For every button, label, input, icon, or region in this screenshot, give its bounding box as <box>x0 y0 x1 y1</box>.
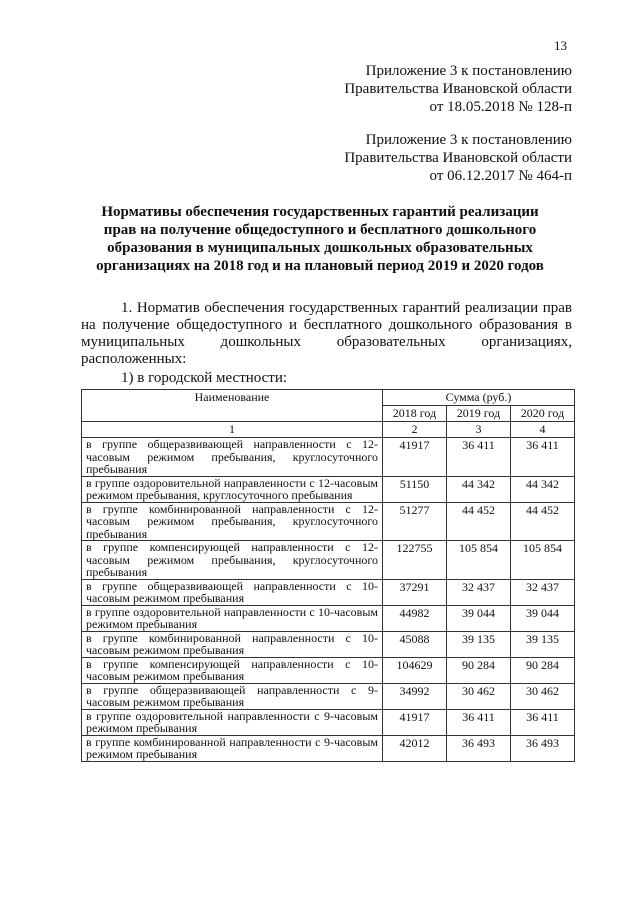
annex-line: Приложение 3 к постановлению <box>365 132 572 148</box>
value-2019: 44 452 <box>447 502 511 541</box>
row-name: в группе общеразвивающей направленности с 10-часовым режимом пребывания <box>82 579 383 605</box>
row-name: в группе оздоровительной направленности с 9-часовым режимом пребывания <box>82 709 383 735</box>
annex-reference-2017 <box>344 131 572 185</box>
header-year-2020: 2020 год <box>511 406 575 422</box>
value-2018: 41917 <box>383 709 447 735</box>
norms-table-body <box>82 438 575 762</box>
annex-line: от 18.05.2018 № 128-п <box>429 99 572 115</box>
value-2019: 32 437 <box>447 579 511 605</box>
value-2019: 39 044 <box>447 605 511 631</box>
table-row <box>82 657 575 683</box>
row-name: в группе комбинированной направленности с 12-часовым режимом пребывания, круглосуточного пребывания <box>82 502 383 541</box>
value-2019: 105 854 <box>447 541 511 580</box>
annex-line: от 06.12.2017 № 464-п <box>429 168 572 184</box>
value-2020: 90 284 <box>511 657 575 683</box>
value-2018: 34992 <box>383 683 447 709</box>
value-2020: 36 493 <box>511 735 575 761</box>
table-row <box>82 709 575 735</box>
value-2020: 105 854 <box>511 541 575 580</box>
value-2018: 37291 <box>383 579 447 605</box>
value-2019: 30 462 <box>447 683 511 709</box>
table-row <box>82 631 575 657</box>
paragraph-1: 1. Норматив обеспечения государственных гарантий реализации прав на получение общедоступного и бесплатного дошкольного образования в муниципальных дошкольных образовательных организациях, расположенных: <box>81 300 572 367</box>
column-number: 4 <box>511 422 575 438</box>
value-2020: 36 411 <box>511 709 575 735</box>
table-row <box>82 476 575 502</box>
value-2020: 44 452 <box>511 502 575 541</box>
value-2019: 36 493 <box>447 735 511 761</box>
header-name: Наименование <box>82 390 383 422</box>
table-row <box>82 605 575 631</box>
value-2018: 45088 <box>383 631 447 657</box>
subheading-urban: 1) в городской местности: <box>121 370 288 386</box>
row-name: в группе компенсирующей направленности с 10-часовым режимом пребывания <box>82 657 383 683</box>
row-name: в группе комбинированной направленности с 10-часовым режимом пребывания <box>82 631 383 657</box>
value-2020: 44 342 <box>511 476 575 502</box>
table-row <box>82 438 575 477</box>
value-2019: 36 411 <box>447 438 511 477</box>
annex-line: Правительства Ивановской области <box>344 81 572 97</box>
table-row <box>82 735 575 761</box>
column-number: 2 <box>383 422 447 438</box>
value-2020: 30 462 <box>511 683 575 709</box>
row-name: в группе общеразвивающей направленности с 9-часовым режимом пребывания <box>82 683 383 709</box>
header-sum: Сумма (руб.) <box>383 390 575 406</box>
table-row <box>82 579 575 605</box>
value-2018: 122755 <box>383 541 447 580</box>
value-2020: 39 044 <box>511 605 575 631</box>
header-year-2019: 2019 год <box>447 406 511 422</box>
value-2020: 36 411 <box>511 438 575 477</box>
value-2020: 32 437 <box>511 579 575 605</box>
value-2018: 51277 <box>383 502 447 541</box>
norms-table <box>81 389 575 762</box>
document-title: Нормативы обеспечения государственных гарантий реализации прав на получение общедоступного и бесплатного дошкольного образования в муниципальных дошкольных образовательных организациях на 2018 год и на плановый период 2019 и 2020 годов <box>96 204 544 274</box>
value-2018: 44982 <box>383 605 447 631</box>
value-2018: 104629 <box>383 657 447 683</box>
value-2019: 90 284 <box>447 657 511 683</box>
value-2019: 36 411 <box>447 709 511 735</box>
header-year-2018: 2018 год <box>383 406 447 422</box>
row-name: в группе комбинированной направленности с 9-часовым режимом пребывания <box>82 735 383 761</box>
row-name: в группе компенсирующей направленности с 12-часовым режимом пребывания, круглосуточного пребывания <box>82 541 383 580</box>
row-name: в группе оздоровительной направленности с 10-часовым режимом пребывания <box>82 605 383 631</box>
table-row <box>82 683 575 709</box>
value-2019: 44 342 <box>447 476 511 502</box>
table-row <box>82 541 575 580</box>
value-2018: 42012 <box>383 735 447 761</box>
value-2020: 39 135 <box>511 631 575 657</box>
row-name: в группе общеразвивающей направленности с 12-часовым режимом пребывания, круглосуточного пребывания <box>82 438 383 477</box>
value-2018: 41917 <box>383 438 447 477</box>
value-2019: 39 135 <box>447 631 511 657</box>
column-number: 3 <box>447 422 511 438</box>
column-number: 1 <box>82 422 383 438</box>
annex-line: Правительства Ивановской области <box>344 150 572 166</box>
page-number: 13 <box>554 38 567 53</box>
value-2018: 51150 <box>383 476 447 502</box>
row-name: в группе оздоровительной направленности с 12-часовым режимом пребывания, круглосуточного пребывания <box>82 476 383 502</box>
annex-reference-2018 <box>344 62 572 116</box>
table-row <box>82 502 575 541</box>
annex-line: Приложение 3 к постановлению <box>365 63 572 79</box>
